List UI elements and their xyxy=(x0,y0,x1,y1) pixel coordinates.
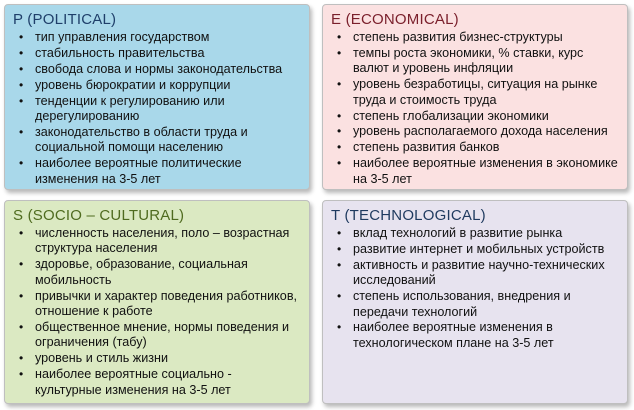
political-item: • стабильность правительства xyxy=(13,46,301,61)
socio-cultural-item: • общественное мнение, нормы поведения и ограничения (табу) xyxy=(13,320,301,351)
political-list xyxy=(13,30,301,187)
economical-item: • степень развития банков xyxy=(331,140,619,155)
socio-cultural-title: S (SOCIO – CULTURAL) xyxy=(13,207,185,224)
technological-list xyxy=(331,226,619,351)
political-item: • тип управления государством xyxy=(13,30,301,45)
economical-title: E (ECONOMICAL) xyxy=(331,11,459,28)
technological-item: • вклад технологий в развитие рынка xyxy=(331,226,619,241)
technological-item: • наиболее вероятные изменения в технологическом плане на 3-5 лет xyxy=(331,320,619,351)
economical-item: • наиболее вероятные изменения в экономике на 3-5 лет xyxy=(331,156,619,187)
socio-cultural-item: • численность населения, поло – возрастная структура населения xyxy=(13,226,301,257)
technological-item: • степень использования, внедрения и передачи технологий xyxy=(331,289,619,320)
political-title: P (POLITICAL) xyxy=(13,11,117,28)
political-quadrant xyxy=(4,4,310,190)
economical-item: • уровень располагаемого дохода населения xyxy=(331,124,619,139)
political-item: • законодательство в области труда и социальной помощи населению xyxy=(13,125,301,156)
technological-quadrant xyxy=(322,200,628,404)
economical-item: • степень развития бизнес-структуры xyxy=(331,30,619,45)
political-item: • тенденции к регулированию или дерегулированию xyxy=(13,94,301,125)
economical-item: • темпы роста экономики, % ставки, курс валют и уровень инфляции xyxy=(331,46,619,77)
socio-cultural-item: • наиболее вероятные социально - культурные изменения на 3-5 лет xyxy=(13,367,301,398)
socio-cultural-item: • здоровье, образование, социальная мобильность xyxy=(13,257,301,288)
political-item: • уровень бюрократии и коррупции xyxy=(13,78,301,93)
economical-list xyxy=(331,30,619,187)
socio-cultural-item: • уровень и стиль жизни xyxy=(13,351,301,366)
technological-title: T (TECHNOLOGICAL) xyxy=(331,207,486,224)
technological-item: • активность и развитие научно-технических исследований xyxy=(331,258,619,289)
political-item: • свобода слова и нормы законодательства xyxy=(13,62,301,77)
economical-item: • степень глобализации экономики xyxy=(331,109,619,124)
political-item: • наиболее вероятные политические изменения на 3-5 лет xyxy=(13,156,301,187)
socio-cultural-list xyxy=(13,226,301,398)
economical-quadrant xyxy=(322,4,628,190)
economical-item: • уровень безработицы, ситуация на рынке труда и стоимость труда xyxy=(331,77,619,108)
socio-cultural-quadrant xyxy=(4,200,310,404)
technological-item: • развитие интернет и мобильных устройств xyxy=(331,242,619,257)
socio-cultural-item: • привычки и характер поведения работников, отношение к работе xyxy=(13,289,301,320)
